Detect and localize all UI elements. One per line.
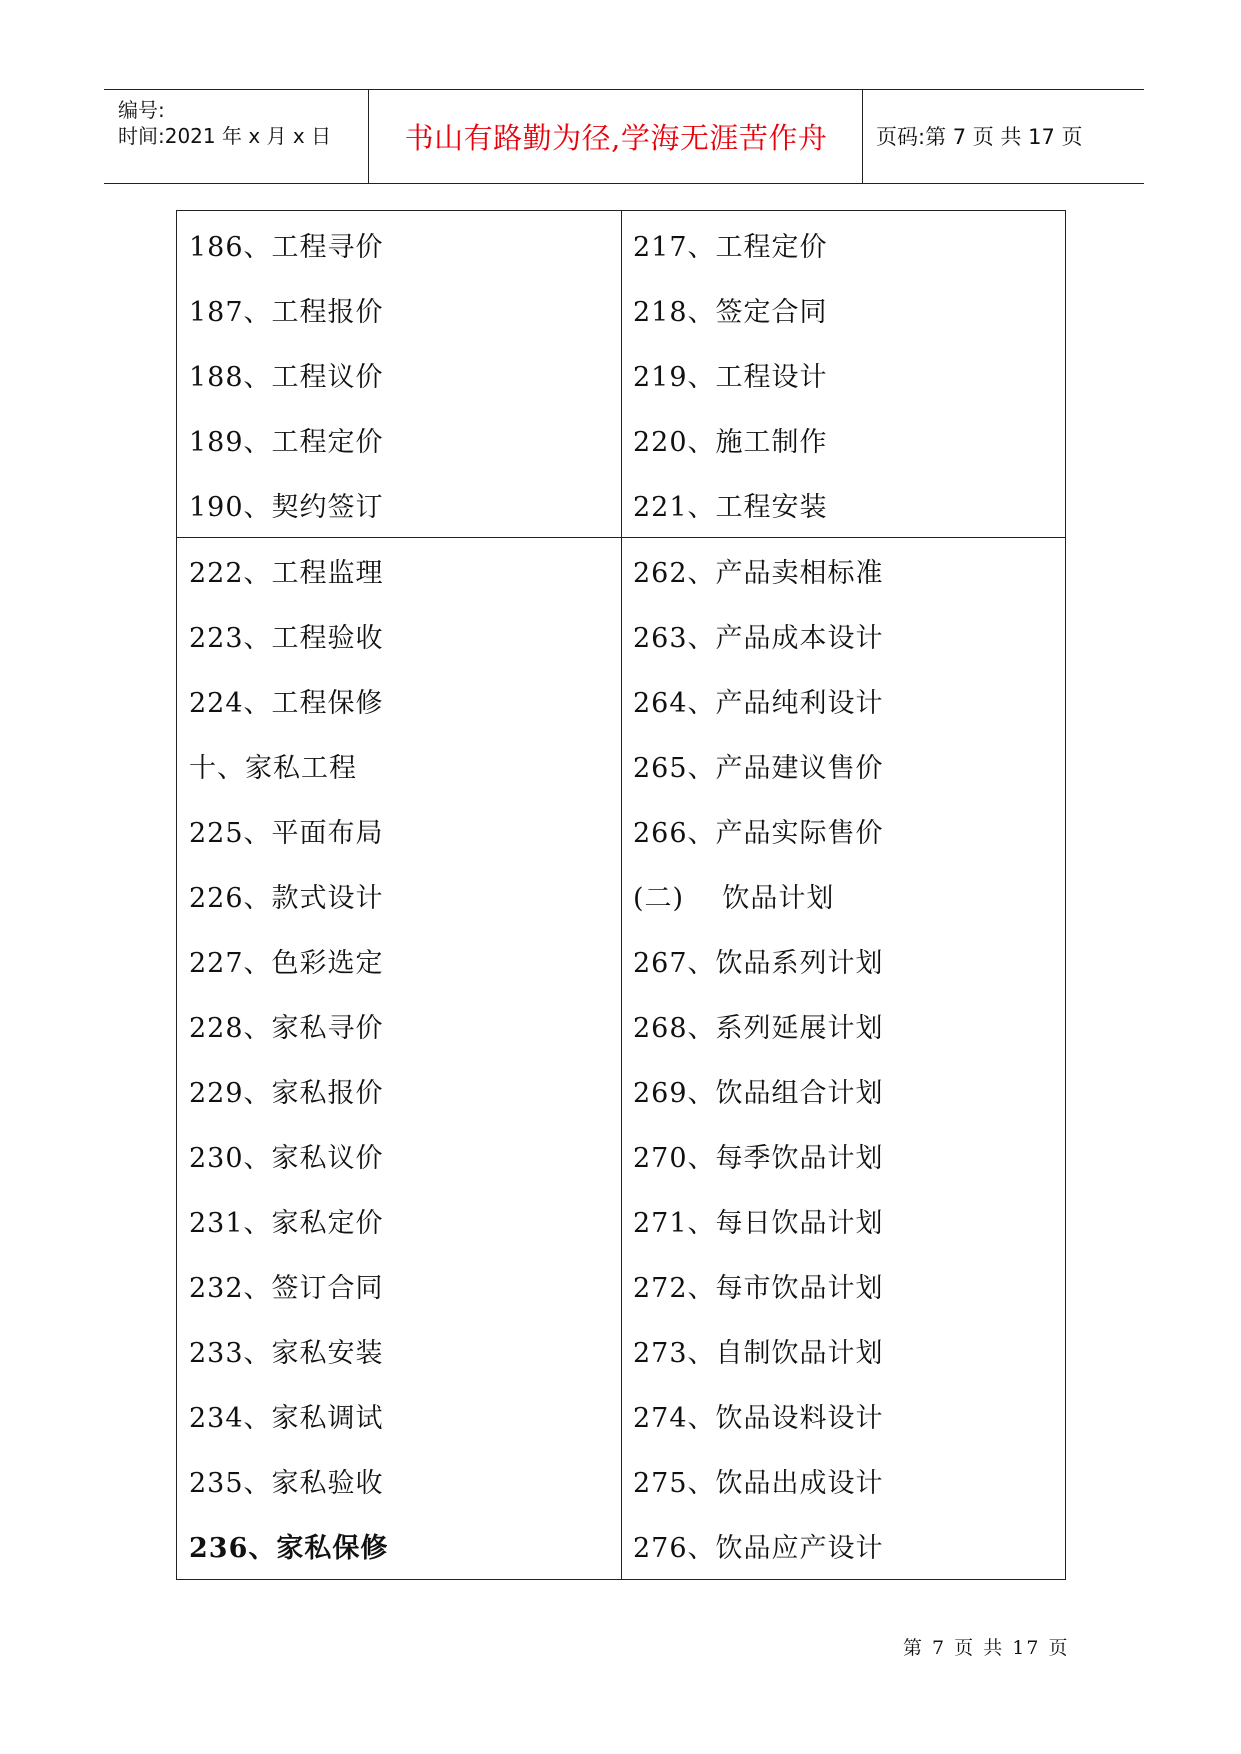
section-heading: (二) 饮品计划: [633, 883, 835, 914]
list-item: 266、产品实际售价: [633, 818, 884, 849]
list-item: 190、契约签订: [189, 492, 384, 523]
section-heading: 十、家私工程: [189, 753, 357, 784]
list-item: 268、系列延展计划: [633, 1013, 884, 1044]
list-item: 275、饮品出成设计: [633, 1468, 884, 1499]
list-item: 276、饮品应产设计: [633, 1533, 884, 1564]
header-page-cell: [864, 90, 1144, 183]
list-item: 233、家私安装: [189, 1338, 384, 1369]
list-item: 217、工程定价: [633, 232, 828, 263]
list-item-bold: 236、家私保修: [189, 1533, 389, 1564]
list-item: 263、产品成本设计: [633, 623, 884, 654]
time-label: 时间:2021 年 x 月 x 日: [118, 124, 332, 148]
list-item: 223、工程验收: [189, 623, 384, 654]
list-item: 262、产品卖相标准: [633, 558, 884, 589]
list-item: 226、款式设计: [189, 883, 384, 914]
serial-label: 编号:: [118, 98, 165, 122]
list-item: 229、家私报价: [189, 1078, 384, 1109]
list-item: 232、签订合同: [189, 1273, 384, 1304]
list-item: 224、工程保修: [189, 688, 384, 719]
list-item: 272、每市饮品计划: [633, 1273, 884, 1304]
header-meta-cell: [104, 90, 369, 183]
list-item: 234、家私调试: [189, 1403, 384, 1434]
header-motto-cell: [370, 90, 863, 183]
list-item: 264、产品纯利设计: [633, 688, 884, 719]
list-item: 269、饮品组合计划: [633, 1078, 884, 1109]
list-item: 189、工程定价: [189, 427, 384, 458]
list-item: 228、家私寻价: [189, 1013, 384, 1044]
list-item: 219、工程设计: [633, 362, 828, 393]
list-item: 273、自制饮品计划: [633, 1338, 884, 1369]
list-item: 220、施工制作: [633, 427, 828, 458]
list-item: 221、工程安装: [633, 492, 828, 523]
list-item: 227、色彩选定: [189, 948, 384, 979]
column-divider: [621, 211, 622, 1579]
page-header: [104, 89, 1144, 184]
list-item: 271、每日饮品计划: [633, 1208, 884, 1239]
list-item: 222、工程监理: [189, 558, 384, 589]
page-info: 页码:第 7 页 共 17 页: [876, 125, 1083, 149]
list-item: 231、家私定价: [189, 1208, 384, 1239]
list-item: 187、工程报价: [189, 297, 384, 328]
list-item: 270、每季饮品计划: [633, 1143, 884, 1174]
list-item: 265、产品建议售价: [633, 753, 884, 784]
row-divider: [177, 537, 1065, 538]
list-item: 235、家私验收: [189, 1468, 384, 1499]
page-footer: 第 7 页 共 17 页: [903, 1637, 1070, 1659]
list-item: 267、饮品系列计划: [633, 948, 884, 979]
content-table: [176, 210, 1066, 1580]
list-item: 225、平面布局: [189, 818, 384, 849]
list-item: 188、工程议价: [189, 362, 384, 393]
list-item: 274、饮品设料设计: [633, 1403, 884, 1434]
list-item: 218、签定合同: [633, 297, 828, 328]
list-item: 186、工程寻价: [189, 232, 384, 263]
motto: 书山有路勤为径,学海无涯苦作舟: [404, 121, 828, 155]
list-item: 230、家私议价: [189, 1143, 384, 1174]
